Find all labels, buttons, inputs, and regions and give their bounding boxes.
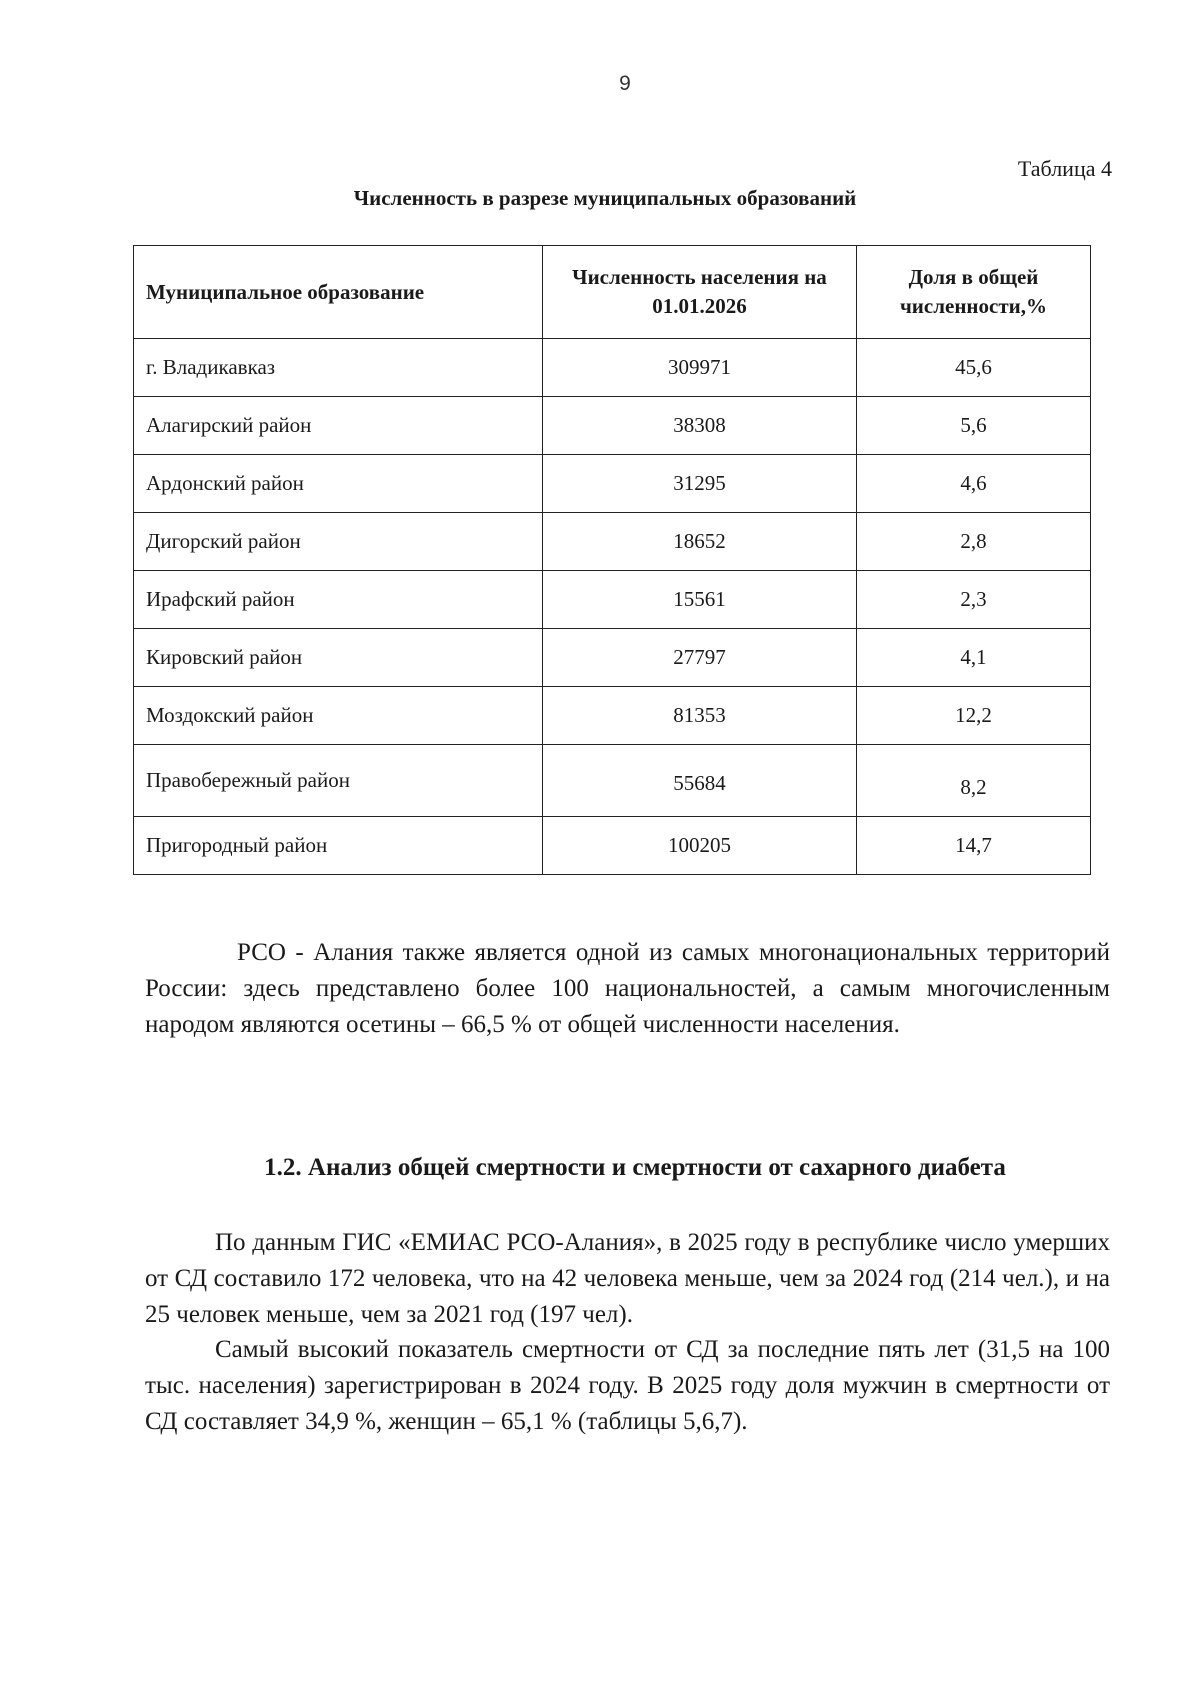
header-share: Доля в общей численности,% bbox=[857, 246, 1091, 339]
cell-population: 309971 bbox=[543, 339, 857, 397]
table-header-row bbox=[134, 246, 1091, 339]
cell-share: 45,6 bbox=[857, 339, 1091, 397]
cell-share: 14,7 bbox=[857, 817, 1091, 875]
cell-municipality: Ирафский район bbox=[134, 571, 543, 629]
paragraph-mortality-count: По данным ГИС «ЕМИАС РСО-Алания», в 2025 году в республике число умерших от СД составило 172 человека, что на 42 человека меньше, чем за 2024 год (214 чел.), и на 25 человек меньше, чем за 2021 год (197 чел). bbox=[145, 1229, 1110, 1328]
table-row bbox=[134, 571, 1091, 629]
table-row bbox=[134, 687, 1091, 745]
section-heading: 1.2. Анализ общей смертности и смертности от сахарного диабета bbox=[264, 1154, 1006, 1181]
cell-share: 4,6 bbox=[857, 455, 1091, 513]
table-row bbox=[134, 397, 1091, 455]
table-row bbox=[134, 513, 1091, 571]
cell-municipality: Алагирский район bbox=[134, 397, 543, 455]
cell-municipality: Правобережный район bbox=[134, 745, 543, 817]
population-table bbox=[133, 245, 1091, 875]
cell-share: 8,2 bbox=[857, 745, 1091, 817]
cell-municipality: Дигорский район bbox=[134, 513, 543, 571]
table-row bbox=[134, 455, 1091, 513]
cell-share: 4,1 bbox=[857, 629, 1091, 687]
paragraph-mortality-rate: Самый высокий показатель смертности от СД за последние пять лет (31,5 на 100 тыс. населения) зарегистрирован в 2024 году. В 2025 году доля мужчин в смертности от СД составляет 34,9 %, женщин – 65,1 % (таблицы 5,6,7). bbox=[145, 1336, 1110, 1435]
cell-municipality: Моздокский район bbox=[134, 687, 543, 745]
table-row bbox=[134, 629, 1091, 687]
cell-population: 100205 bbox=[543, 817, 857, 875]
table-row bbox=[134, 745, 1091, 817]
table-caption: Численность в разрезе муниципальных образований bbox=[353, 186, 857, 210]
cell-municipality: Пригородный район bbox=[134, 817, 543, 875]
cell-share: 2,8 bbox=[857, 513, 1091, 571]
cell-municipality: Кировский район bbox=[134, 629, 543, 687]
page-number: 9 bbox=[619, 72, 631, 95]
cell-share: 5,6 bbox=[857, 397, 1091, 455]
cell-population: 31295 bbox=[543, 455, 857, 513]
cell-share: 2,3 bbox=[857, 571, 1091, 629]
cell-population: 18652 bbox=[543, 513, 857, 571]
table-row bbox=[134, 339, 1091, 397]
cell-population: 27797 bbox=[543, 629, 857, 687]
cell-population: 38308 bbox=[543, 397, 857, 455]
table-row bbox=[134, 817, 1091, 875]
cell-share: 12,2 bbox=[857, 687, 1091, 745]
header-municipality: Муниципальное образование bbox=[134, 246, 543, 339]
header-population: Численность населения на 01.01.2026 bbox=[543, 246, 857, 339]
cell-municipality: г. Владикавказ bbox=[134, 339, 543, 397]
table-label: Таблица 4 bbox=[1017, 156, 1112, 181]
cell-population: 81353 bbox=[543, 687, 857, 745]
paragraph-nationalities: РСО - Алания также является одной из самых многонациональных территорий России: здесь представлено более 100 национальностей, а самым многочисленным народом являются осетины – 66,5 % от общей численности населения. bbox=[145, 939, 1110, 1038]
cell-municipality: Ардонский район bbox=[134, 455, 543, 513]
cell-population: 15561 bbox=[543, 571, 857, 629]
cell-population: 55684 bbox=[543, 745, 857, 817]
